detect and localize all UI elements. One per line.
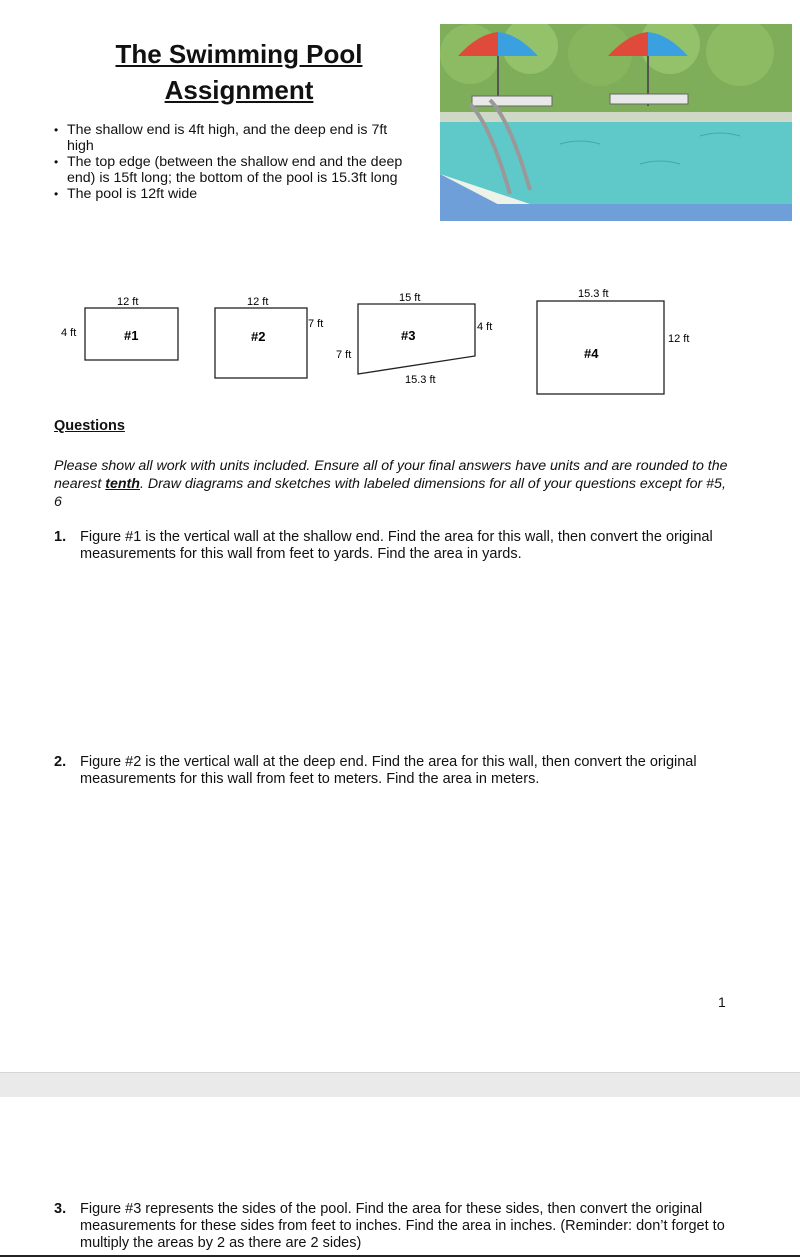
figure-4-name: #4 [584, 346, 599, 361]
fact-item: • The top edge (between the shallow end and the deep end) is 15ft long; the bottom of the pool is 15.3ft long [54, 154, 414, 186]
page-title [60, 36, 418, 108]
question-number: 3. [54, 1201, 67, 1217]
figure-3-right-label: 4 ft [477, 321, 493, 333]
figure-4-rectangle [537, 301, 664, 394]
page-2 [0, 1097, 800, 1258]
question-1 [54, 529, 744, 563]
question-text: Figure #1 is the vertical wall at the shallow end. Find the area for this wall, then convert the original measurements for this wall from feet to yards. Find the area in yards. [80, 529, 713, 562]
figure-2-side-label: 7 ft [308, 318, 324, 330]
question-text: Figure #3 represents the sides of the pool. Find the area for these sides, then convert the original measurements for these sides from feet to inches. Find the area in inches. (Reminder: don’t forget to multiply the areas by 2 as there are 2 sides) [80, 1201, 725, 1251]
bottom-border [0, 1255, 800, 1257]
figure-4-side-label: 12 ft [668, 333, 690, 345]
figure-1-top-label: 12 ft [117, 296, 139, 308]
title-line-1: The Swimming Pool [115, 39, 363, 69]
page-separator [0, 1072, 800, 1098]
figure-3-left-label: 7 ft [336, 349, 352, 361]
figure-2-name: #2 [251, 329, 266, 344]
instructions-before: Please show all work with units included. Ensure all of your final answers have units and are rounded to the nearest [54, 458, 728, 492]
figure-3-trapezoid [358, 304, 475, 374]
fact-item: • The pool is 12ft wide [54, 186, 414, 202]
question-3 [54, 1201, 744, 1252]
facts-list [54, 122, 414, 202]
pool-illustration [440, 24, 792, 221]
instructions [54, 457, 734, 511]
question-number: 2. [54, 754, 67, 770]
question-2 [54, 754, 744, 788]
title-line-2: Assignment [164, 75, 314, 105]
figure-3-name: #3 [401, 328, 416, 343]
questions-heading: Questions [54, 418, 125, 434]
instructions-after: . Draw diagrams and sketches with labeled dimensions for all of your questions except for #5, 6 [54, 476, 726, 510]
figure-3-top-label: 15 ft [399, 292, 421, 304]
figure-3-bottom-label: 15.3 ft [405, 374, 436, 386]
figure-1-name: #1 [124, 328, 139, 343]
fact-item: • The shallow end is 4ft high, and the deep end is 7ft high [54, 122, 414, 154]
figure-4-top-label: 15.3 ft [578, 288, 609, 300]
instructions-emphasis: tenth [105, 476, 140, 492]
question-text: Figure #2 is the vertical wall at the deep end. Find the area for this wall, then convert the original measurements for this wall from feet to meters. Find the area in meters. [80, 754, 697, 787]
pool-figures-diagram [0, 280, 800, 400]
question-number: 1. [54, 529, 67, 545]
figure-1-side-label: 4 ft [61, 327, 77, 339]
figure-2-top-label: 12 ft [247, 296, 269, 308]
page-number: 1 [718, 994, 726, 1010]
